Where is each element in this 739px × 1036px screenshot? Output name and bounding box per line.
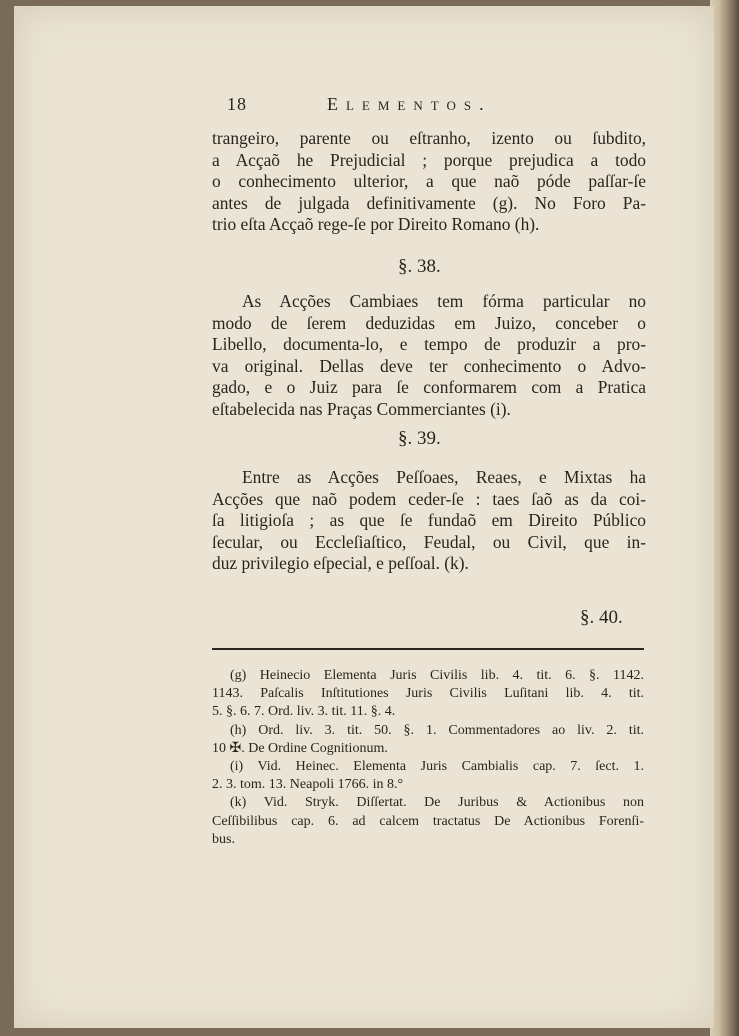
- footnote-line: bus.: [212, 831, 235, 847]
- footnote-line: (g) Heinecio Elementa Juris Civilis lib. 4. tit. 6. §. 1142.: [230, 668, 644, 683]
- text-line: eſtabelecida nas Praças Commerciantes (i).: [212, 398, 511, 419]
- text-line: gado, e o Juiz para ſe conformarem com a Pratica: [212, 377, 646, 398]
- section-heading-39: §. 39.: [398, 428, 441, 449]
- text-line: ſa litigioſa ; as que ſe fundaõ em Direito Público: [212, 510, 646, 531]
- catchword: §. 40.: [580, 607, 623, 628]
- text-line: va original. Dellas deve ter conhecimento o Advo-: [212, 355, 646, 376]
- text-line: duz privilegio eſpecial, e peſſoal. (k).: [212, 553, 469, 574]
- text-line: Libello, documenta-lo, e tempo de produzir a pro-: [212, 334, 646, 355]
- main-text: [212, 128, 646, 236]
- text-line: o conhecimento ulterior, a que naõ póde paſſar-ſe: [212, 171, 646, 192]
- footnote-line: (h) Ord. liv. 3. tit. 50. §. 1. Commentadores ao liv. 2. tit.: [230, 722, 644, 738]
- section-heading-38: §. 38.: [398, 256, 441, 277]
- page-header: [227, 94, 647, 118]
- footnotes: [212, 667, 644, 849]
- footnote-line: 10 ✠. De Ordine Cognitionum.: [212, 740, 388, 756]
- footnote-line: 2. 3. tom. 13. Neapoli 1766. in 8.°: [212, 777, 404, 793]
- text-line: antes de julgada definitivamente (g). No Foro Pa-: [212, 192, 646, 213]
- text-line: Entre as Acções Peſſoaes, Reaes, e Mixtas ha: [242, 467, 646, 487]
- running-head: Elementos.: [327, 94, 492, 114]
- paragraph-continued: [212, 128, 646, 236]
- footnote-line: 5. §. 6. 7. Ord. liv. 3. tit. 11. §. 4.: [212, 704, 396, 720]
- page-number: 18: [227, 94, 247, 114]
- footnote-line: (i) Vid. Heinec. Elementa Juris Cambialis cap. 7. ſect. 1.: [230, 759, 644, 775]
- text-line: trio eſta Acçaõ rege-ſe por Direito Romano (h).: [212, 214, 540, 235]
- text-line: As Acções Cambiaes tem fórma particular no: [242, 291, 646, 311]
- text-line: trangeiro, parente ou eſtranho, izento ou ſubdito,: [212, 128, 646, 148]
- footnote-line: (k) Vid. Stryk. Diſſertat. De Juribus & Actionibus non: [230, 795, 644, 811]
- paragraph-38: [212, 291, 646, 421]
- text-line: a Acçaõ he Prejudicial ; porque prejudica a todo: [212, 149, 646, 170]
- footnote-line: Ceſſibilibus cap. 6. ad calcem tractatus De Actionibus Forenſi-: [212, 813, 644, 829]
- text-line: modo de ſerem deduzidas em Juizo, conceber o: [212, 312, 646, 333]
- paragraph-39: [212, 467, 646, 575]
- book-gutter: [710, 0, 739, 1036]
- footnote-line: 1143. Paſcalis Inſtitutiones Juris Civilis Luſitani lib. 4. tit.: [212, 686, 644, 702]
- text-line: ſecular, ou Eccleſiaſtico, Feudal, ou Civil, que in-: [212, 531, 646, 552]
- footnote-rule: [212, 648, 644, 650]
- text-line: Acções que naõ podem ceder-ſe : taes ſaõ as da coi-: [212, 488, 646, 509]
